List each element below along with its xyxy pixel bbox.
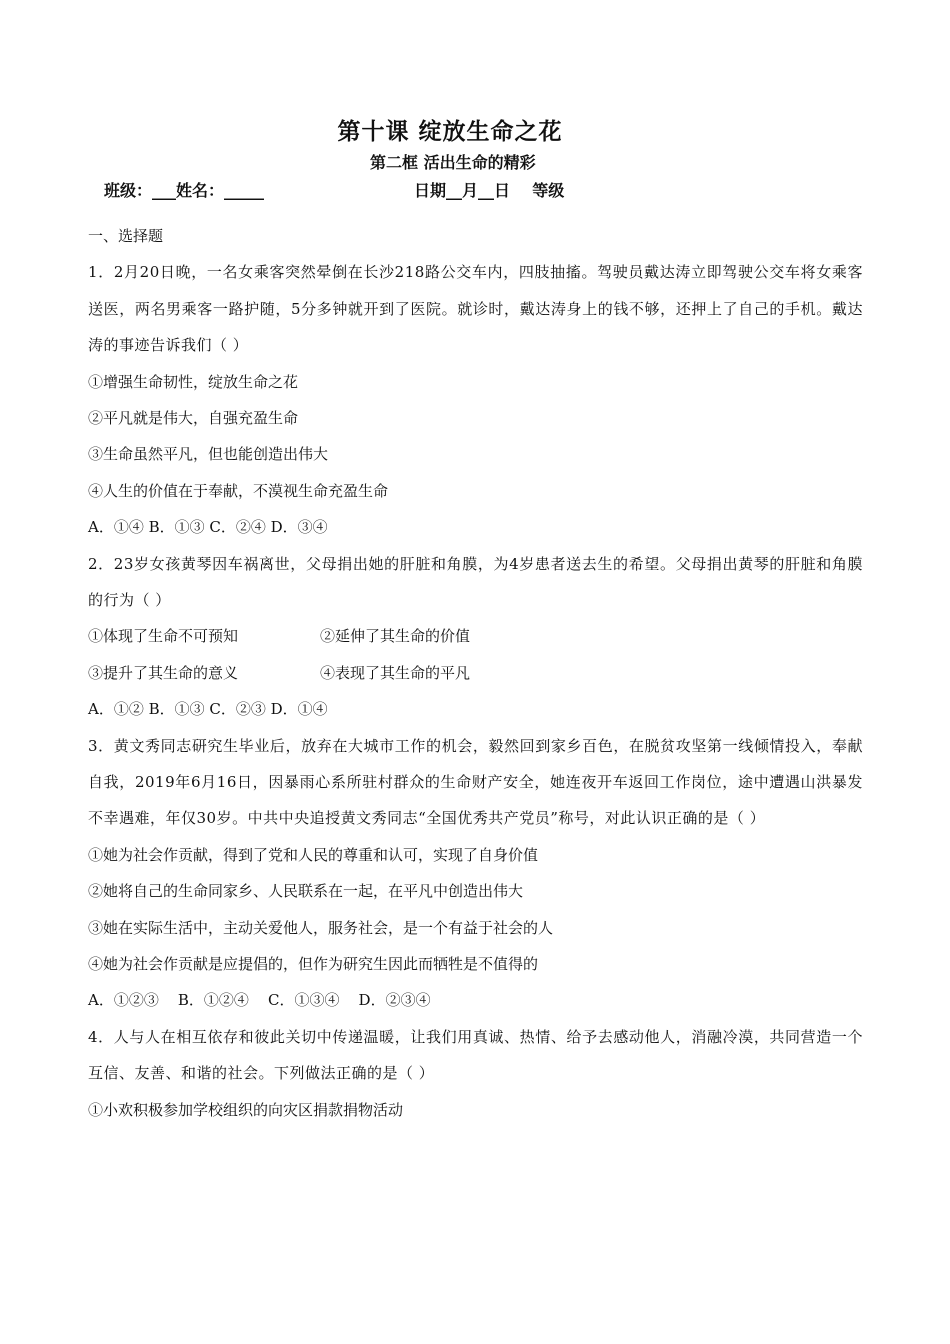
question-body <box>88 218 863 1128</box>
question-3-item: ④她为社会作贡献是应提倡的，但作为研究生因此而牺牲是不值得的 <box>88 954 539 973</box>
question-2-item: ③提升了其生命的意义 <box>88 663 239 682</box>
question-1-item: ③生命虽然平凡，但也能创造出伟大 <box>88 445 329 464</box>
question-4-stem: 4．人与人在相互依存和彼此关切中传递温暖，让我们用真诚、热情、给予去感动他人，消融冷漠，共同营造一个互信、友善、和谐的社会。下列做法正确的是（ ） <box>88 1027 863 1083</box>
question-2-item: ④表现了其生命的平凡 <box>320 663 471 682</box>
question-1-item: ④人生的价值在于奉献，不漠视生命充盈生命 <box>88 481 389 500</box>
question-2-item: ②延伸了其生命的价值 <box>320 627 471 646</box>
section-heading: 一、选择题 <box>88 227 164 245</box>
question-3-item: ③她在实际生活中，主动关爱他人，服务社会，是一个有益于社会的人 <box>88 918 554 937</box>
date-grade-field: 日期__月__日 等级 <box>414 181 565 200</box>
question-2-item: ①体现了生命不可预知 <box>88 627 239 646</box>
section-subtitle: 第二框 活出生命的精彩 <box>370 153 536 172</box>
student-info-line <box>104 178 565 201</box>
question-3-item: ①她为社会作贡献，得到了党和人民的尊重和认可，实现了自身价值 <box>88 845 539 864</box>
question-1-item: ①增强生命韧性，绽放生命之花 <box>88 372 299 391</box>
question-1-stem: 1．2月20日晚，一名女乘客突然晕倒在长沙218路公交车内，四肢抽搐。驾驶员戴达涛立即驾驶公交车将女乘客送医，两名男乘客一路护随，5分多钟就开到了医院。就诊时，戴达涛身上的钱不够，还押上了自己的手机。戴达涛的事迹告诉我们（ ） <box>88 263 863 355</box>
class-name-field: 班级：___姓名：_____ <box>104 181 265 200</box>
question-2-items-row <box>88 655 863 691</box>
question-2-items-row <box>88 618 863 654</box>
question-2-stem: 2．23岁女孩黄琴因车祸离世，父母捐出她的肝脏和角膜，为4岁患者送去生的希望。父母捐出黄琴的肝脏和角膜的行为（ ） <box>88 554 863 609</box>
lesson-title: 第十课 绽放生命之花 <box>337 118 563 145</box>
question-3-stem: 3．黄文秀同志研究生毕业后，放弃在大城市工作的机会，毅然回到家乡百色，在脱贫攻坚第一线倾情投入，奉献自我，2019年6月16日，因暴雨心系所驻村群众的生命财产安全，她连夜开车返回工作岗位，途中遭遇山洪暴发不幸遇难，年仅30岁。中共中央追授黄文秀同志“全国优秀共产党员”称号，对此认识正确的是（ ） <box>88 736 863 828</box>
question-1-item: ②平凡就是伟大，自强充盈生命 <box>88 409 299 427</box>
question-1-options: A．①④ B．①③ C．②④ D．③④ <box>88 518 328 537</box>
question-3-options: A．①②③ B．①②④ C．①③④ D．②③④ <box>88 991 431 1010</box>
question-3-item: ②她将自己的生命同家乡、人民联系在一起，在平凡中创造出伟大 <box>88 882 524 901</box>
question-4-item: ①小欢积极参加学校组织的向灾区捐款捐物活动 <box>88 1100 404 1119</box>
question-2-options: A．①② B．①③ C．②③ D．①④ <box>88 700 328 719</box>
